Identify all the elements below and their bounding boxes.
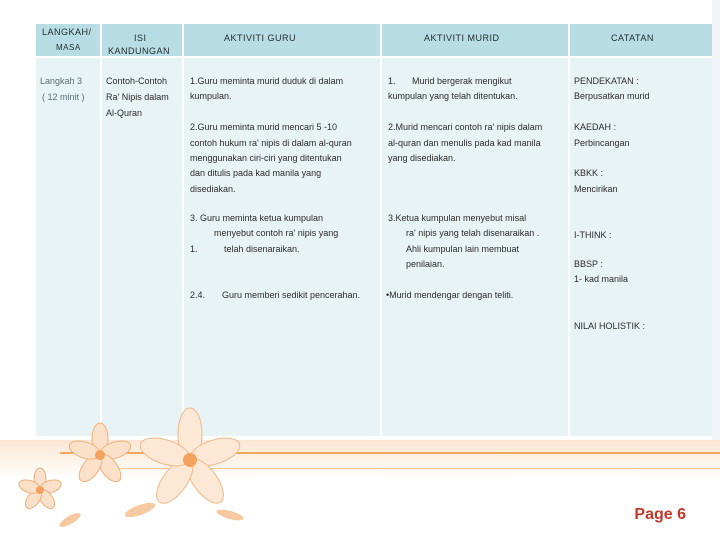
header-murid: [382, 24, 568, 56]
guru-2-line-1: 2.Guru meminta murid mencari 5 -10: [190, 122, 338, 132]
col-aktiviti-murid: [382, 58, 568, 436]
header-isi-label: ISI: [134, 33, 147, 43]
col-aktiviti-guru: [184, 58, 380, 436]
murid-3-line-2: ra' nipis yang telah disenaraikan .: [406, 228, 540, 238]
murid-1-line-2: kumpulan yang telah ditentukan.: [388, 91, 518, 101]
kandungan-line-1: Contoh-Contoh: [106, 76, 168, 86]
murid-4-line-1: •Murid mendengar dengan teliti.: [386, 290, 514, 300]
murid-3-line-4: penilaian.: [406, 259, 445, 269]
catatan-kaedah-value: Perbincangan: [574, 138, 630, 148]
guru-2-line-4: dan ditulis pada kad manila yang: [190, 168, 322, 178]
catatan-pendekatan-label: PENDEKATAN :: [574, 76, 639, 86]
catatan-kaedah-label: KAEDAH :: [574, 122, 617, 132]
catatan-ithink-label: I-THINK :: [574, 230, 612, 240]
guru-3-line-2: menyebut contoh ra' nipis yang: [214, 228, 339, 238]
guru-1-line-2: kumpulan.: [190, 91, 232, 101]
header-catatan: [570, 24, 712, 56]
guru-1-line-1: 1.Guru meminta murid duduk di dalam: [190, 76, 344, 86]
langkah-step: Langkah 3: [40, 76, 83, 86]
col-langkah: [36, 58, 100, 436]
guru-3-line-1: 3. Guru meminta ketua kumpulan: [190, 213, 324, 223]
guru-2-line-5: disediakan.: [190, 184, 236, 194]
langkah-time: ( 12 minit ): [42, 92, 85, 102]
catatan-bbsp-label: BBSP :: [574, 259, 603, 269]
header-isi: [102, 24, 182, 56]
guru-3-number: 1.: [190, 244, 198, 254]
kandungan-line-2: Ra' Nipis dalam: [106, 92, 169, 102]
murid-3-line-3: Ahli kumpulan lain membuat: [406, 244, 520, 254]
guru-4-number: 2.4.: [190, 290, 206, 300]
catatan-kbkk-value: Mencirikan: [574, 184, 618, 194]
flower-small-icon: [17, 468, 63, 511]
lesson-plan-table: [36, 24, 712, 436]
flower-medium-icon: [67, 423, 133, 486]
flower-large-icon: [137, 408, 243, 509]
murid-1-number: 1.: [388, 76, 396, 86]
guru-2-line-2: contoh hukum ra' nipis di dalam al-quran: [190, 138, 352, 148]
murid-3-line-1: 3.Ketua kumpulan menyebut misal: [388, 213, 527, 223]
murid-1-line-1: Murid bergerak mengikut: [412, 76, 512, 86]
murid-2-line-3: yang disediakan.: [388, 153, 456, 163]
catatan-nilai-label: NILAI HOLISTIK :: [574, 321, 646, 331]
guru-2-line-3: menggunakan ciri-ciri yang ditentukan: [190, 153, 342, 163]
kandungan-line-3: Al-Quran: [106, 108, 143, 118]
catatan-bbsp-value: 1- kad manila: [574, 274, 629, 284]
murid-2-line-1: 2.Murid mencari contoh ra' nipis dalam: [388, 122, 543, 132]
header-kandungan-label: KANDUNGAN: [108, 46, 171, 56]
header-guru-label: AKTIVITI GURU: [224, 33, 297, 43]
guru-4-line-1: Guru memberi sedikit pencerahan.: [222, 290, 361, 300]
guru-3-line-3: telah disenaraikan.: [224, 244, 300, 254]
header-catatan-label: CATATAN: [611, 33, 654, 43]
page-number: Page 6: [634, 506, 686, 523]
flower-decoration: [0, 400, 260, 540]
header-guru: [184, 24, 380, 56]
col-kandungan: [102, 58, 182, 436]
catatan-pendekatan-value: Berpusatkan murid: [574, 91, 650, 101]
catatan-kbkk-label: KBKK :: [574, 168, 604, 178]
header-masa-label: MASA: [56, 43, 81, 52]
header-murid-label: AKTIVITI MURID: [424, 33, 500, 43]
col-catatan: [570, 58, 712, 436]
leaf-icon: [58, 500, 245, 530]
header-langkah: [36, 24, 100, 56]
header-langkah-label: LANGKAH/: [42, 27, 92, 37]
murid-2-line-2: al-quran dan menulis pada kad manila: [388, 138, 541, 148]
